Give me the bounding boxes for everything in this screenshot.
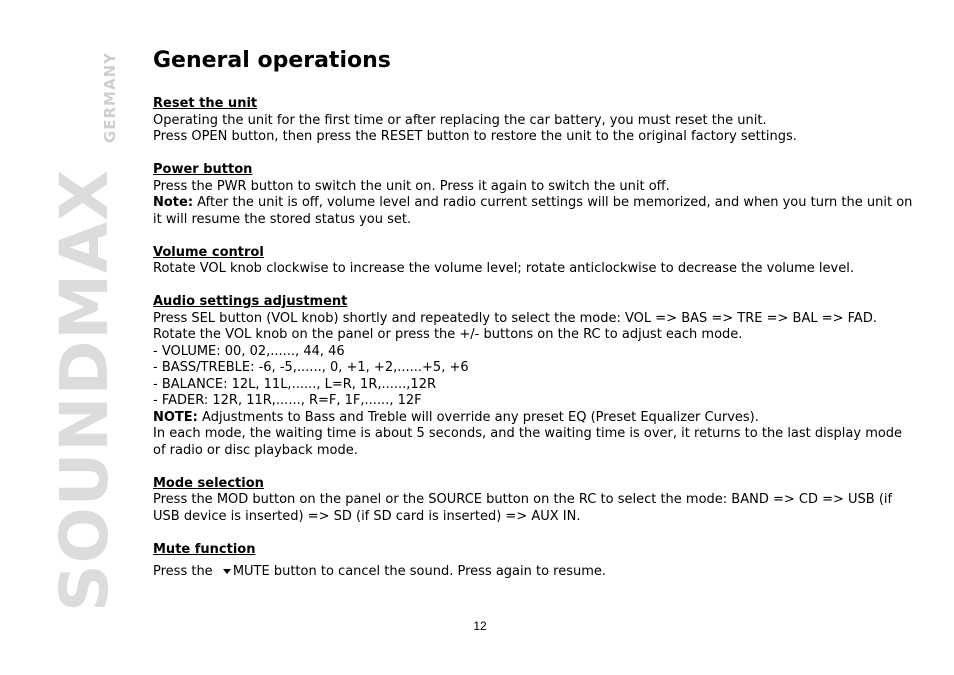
reset-paragraph-2: Press OPEN button, then press the RESET button to restore the unit to the original factory settings.	[153, 129, 797, 144]
audio-item-fader: - FADER: 12R, 11R,......, R=F, 1F,......, 12F	[153, 393, 422, 408]
section-mute	[153, 542, 913, 581]
audio-note	[153, 410, 913, 427]
mute-paragraph	[153, 564, 913, 581]
section-heading-audio: Audio settings adjustment	[153, 294, 348, 309]
reset-paragraph-1: Operating the unit for the first time or after replacing the car battery, you must reset the unit.	[153, 112, 767, 128]
section-heading-mode: Mode selection	[153, 475, 264, 491]
audio-note-text: Adjustments to Bass and Treble will override any preset EQ (Preset Equalizer Curves).	[197, 409, 759, 425]
section-power	[153, 162, 913, 228]
section-mode	[153, 476, 913, 526]
power-note-label: Note:	[153, 195, 194, 210]
audio-item-volume: - VOLUME: 00, 02,......, 44, 46	[153, 343, 345, 359]
power-note	[153, 195, 913, 228]
mode-paragraph-1: Press the MOD button on the panel or the SOURCE button on the RC to select the mode: BAND => CD => USB (if USB device is inserted) => SD (if SD card is inserted) => AUX IN.	[153, 492, 893, 524]
section-audio	[153, 294, 913, 459]
brand-logo-text: SOUNDMAX	[46, 169, 123, 612]
section-heading-power: Power button	[153, 162, 253, 177]
audio-paragraph-1: Press SEL button (VOL knob) shortly and repeatedly to select the mode: VOL => BAS => TRE => BAL => FAD. Rotate the VOL knob on the panel or press the +/- buttons on the RC to adjust each mode.	[153, 310, 877, 342]
audio-paragraph-2: In each mode, the waiting time is about 5 seconds, and the waiting time is over, it returns to the last display mode of radio or disc playback mode.	[153, 426, 903, 458]
section-heading-reset: Reset the unit	[153, 96, 258, 111]
mute-text-after: MUTE button to cancel the sound. Press again to resume.	[232, 564, 607, 579]
audio-item-balance: - BALANCE: 12L, 11L,......, L=R, 1R,......,12R	[153, 376, 436, 392]
section-reset	[153, 96, 913, 146]
page-content	[153, 46, 913, 597]
volume-paragraph-1: Rotate VOL knob clockwise to increase the volume level; rotate anticlockwise to decrease the volume level.	[153, 261, 854, 276]
mute-text-before: Press the	[153, 564, 217, 579]
section-volume	[153, 245, 913, 278]
audio-item-bass-treble: - BASS/TREBLE: -6, -5,......, 0, +1, +2,......+5, +6	[153, 360, 469, 375]
page-title: General operations	[153, 48, 391, 73]
page-number: 12	[473, 619, 487, 633]
power-note-text: After the unit is off, volume level and radio current settings will be memorized, and when you turn the unit on it will resume the stored status you set.	[153, 195, 913, 227]
section-heading-volume: Volume control	[153, 244, 264, 260]
brand-sub-text: GERMANY	[101, 52, 119, 144]
section-heading-mute: Mute function	[153, 541, 256, 557]
brand-watermark	[46, 52, 123, 612]
power-paragraph-1: Press the PWR button to switch the unit on. Press it again to switch the unit off.	[153, 178, 670, 194]
triangle-down-icon	[223, 569, 231, 574]
audio-note-label: NOTE:	[153, 409, 198, 425]
